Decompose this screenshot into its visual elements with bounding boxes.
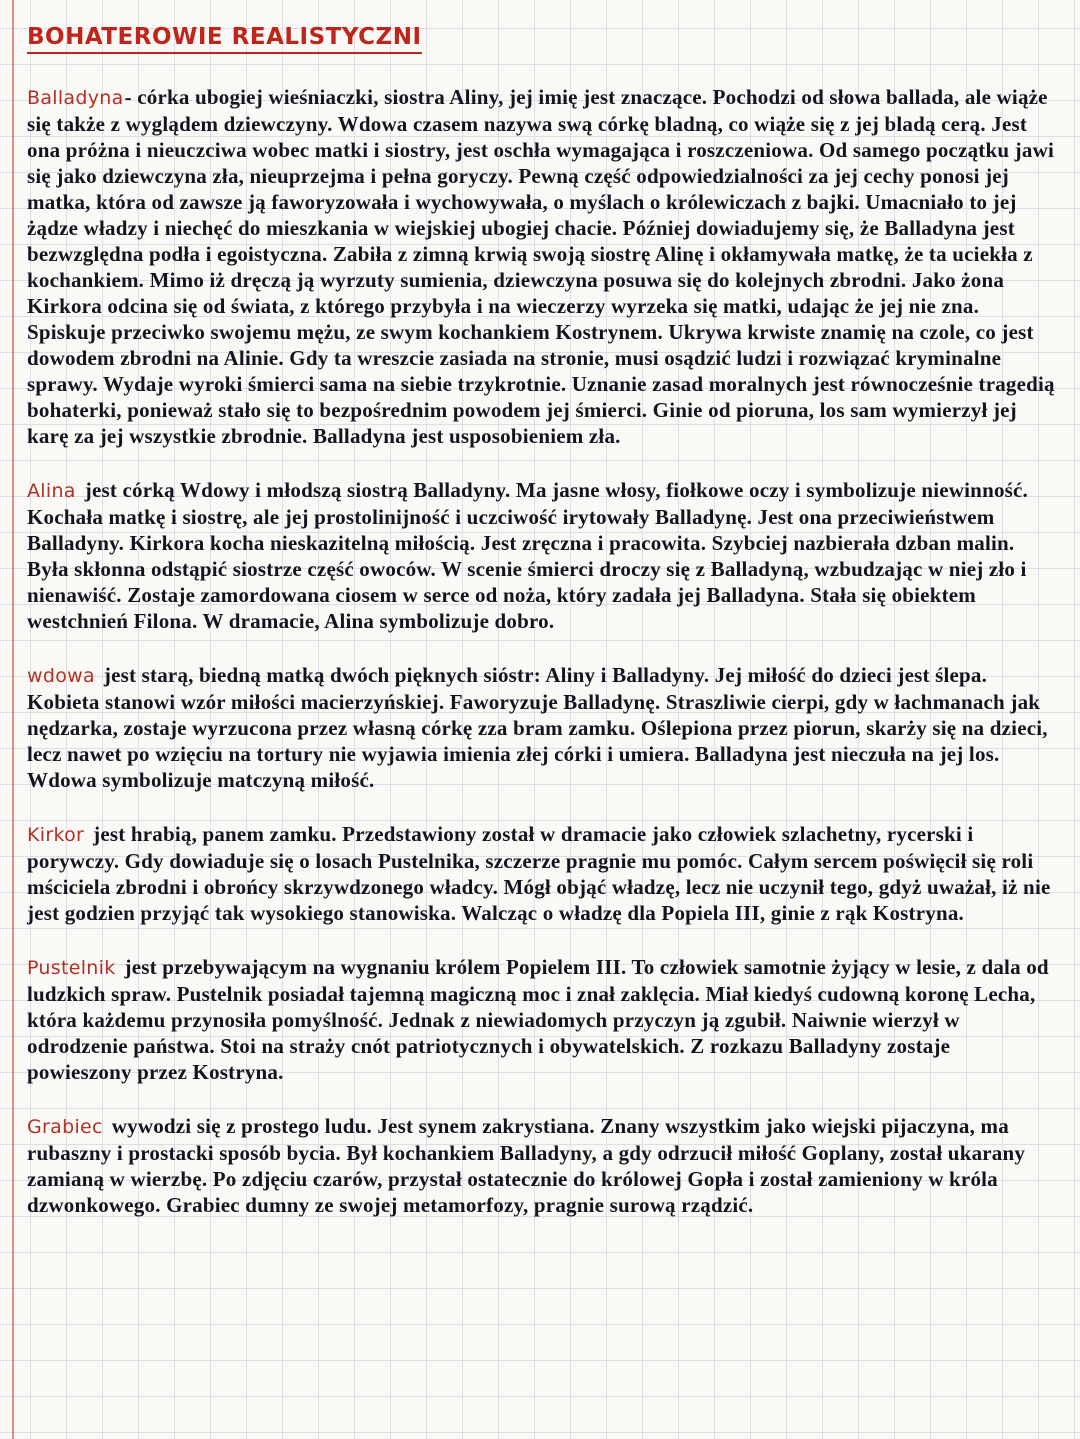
- section-kirkor: [27, 821, 1056, 926]
- section-balladyna: [27, 84, 1056, 449]
- section-pustelnik: [27, 954, 1056, 1085]
- character-name-pustelnik: Pustelnik: [27, 957, 116, 980]
- character-name-kirkor: Kirkor: [27, 824, 85, 847]
- section-body-balladyna: - córka ubogiej wieśniaczki, siostra Aliny, jej imię jest znaczące. Pochodzi od słowa ballada, ale wiąże się także z wyglądem dziewczyny. Wdowa czasem nazywa swą córkę bladną, co wiąże się z jej bladą cerą. Jest ona próżna i nieuczciwa wobec matki i siostry, jest oschła wymagająca i roszczeniowa. Od samego początku jawi się jako dziewczyna zła, nieuprzejma i pełna goryczy. Pewną część odpowiedzialności za jej cechy ponosi jej matka, która od zawsze ją faworyzowała i wychowywała, o myślach o królewiczach z bajki. Umacniało to jej żądze władzy i niechęć do mieszkania w wiejskiej ubogiej chacie. Później dowiadujemy się, że Balladyna jest bezwzględna podła i egoistyczna. Zabiła z zimną krwią swoją siostrę Alinę i okłamywała matkę, że ta uciekła z kochankiem. Mimo iż dręczą ją wyrzuty sumienia, dziewczyna posuwa się do kolejnych zbrodni. Jako żona Kirkora odcina się od świata, z którego przybyła i na wieczerzy wyrzeka się matki, udając że jej nie zna. Spiskuje przeciwko swojemu mężu, ze swym kochankiem Kostrynem. Ukrywa krwiste znamię na czole, co jest dowodem zbrodni na Alinie. Gdy ta wreszcie zasiada na stronie, musi osądzić ludzi i rozwiązać kryminalne sprawy. Wydaje wyroki śmierci sama na siebie trzykrotnie. Uznanie zasad moralnych jest równocześnie tragedią bohaterki, ponieważ stało się to bezpośrednim powodem jej śmierci. Ginie od pioruna, los sam wymierzył jej karę za jej wszystkie zbrodnie. Balladyna jest usposobieniem zła.: [27, 85, 1055, 449]
- section-wdowa: [27, 662, 1056, 793]
- title-row: [27, 24, 1056, 84]
- page-title: BOHATEROWIE REALISTYCZNI: [27, 24, 422, 54]
- character-name-alina: Alina: [27, 480, 76, 503]
- section-grabiec: [27, 1113, 1056, 1218]
- section-body-grabiec: wywodzi się z prostego ludu. Jest synem zakrystiana. Znany wszystkim jako wiejski pijaczyna, ma rubaszny i prostacki sposób bycia. Był kochankiem Balladyny, a gdy odrzucił miłość Goplany, został ukarany zamianą w wierzbę. Po zdjęciu czarów, przystał ostatecznie do królowej Gopła i został zamieniony w króla dzwonkowego. Grabiec dumny ze swojej metamorfozy, pragnie surową rządzić.: [27, 1114, 1026, 1218]
- character-name-balladyna: Balladyna: [27, 87, 124, 110]
- section-body-kirkor: jest hrabią, panem zamku. Przedstawiony został w dramacie jako człowiek szlachetny, rycerski i porywczy. Gdy dowiaduje się o losach Pustelnika, szczerze pragnie mu pomóc. Całym sercem poświęcił się roli mściciela zbrodni i obrońcy skrzywdzonego władcy. Mógł objąć władzę, lecz nie uczynił tego, gdyż uważał, iż nie jest godzien przyjąć tak wysokiego stanowiska. Walcząc o władzę dla Popiela III, ginie z rąk Kostryna.: [27, 822, 1051, 926]
- character-name-wdowa: wdowa: [27, 665, 95, 688]
- section-body-alina: jest córką Wdowy i młodszą siostrą Balladyny. Ma jasne włosy, fiołkowe oczy i symbolizuje niewinność. Kochała matkę i siostrę, ale jej prostolinijność i uczciwość irytowały Balladynę. Jest ona przeciwieństwem Balladyny. Kirkora kocha nieskazitelną miłością. Jest zręczna i pracowita. Szybciej nazbierała dzban malin. Była skłonna odstąpić siostrze część owoców. W scenie śmierci droczy się z Balladyną, wzbudzając w niej zło i nienawiść. Zostaje zamordowana ciosem w serce od noża, który zadała jej Balladyna. Stała się obiektem westchnień Filona. W dramacie, Alina symbolizuje dobro.: [27, 478, 1028, 634]
- section-alina: [27, 477, 1056, 634]
- notebook-margin-line: [12, 0, 14, 1439]
- section-body-wdowa: jest starą, biedną matką dwóch pięknych sióstr: Aliny i Balladyny. Jej miłość do dzieci jest ślepa. Kobieta stanowi wzór miłości macierzyńskiej. Faworyzuje Balladynę. Straszliwie cierpi, gdy w łachmanach jak nędzarka, zostaje wyrzucona przez własną córkę zza bram zamku. Oślepiona przez piorun, skarży się na dzieci, lecz nawet po wzięciu na tortury nie wyjawia imienia złej córki i umiera. Balladyna jest nieczuła na jej los. Wdowa symbolizuje matczyną miłość.: [27, 663, 1048, 793]
- section-body-pustelnik: jest przebywającym na wygnaniu królem Popielem III. To człowiek samotnie żyjący w lesie, z dala od ludzkich spraw. Pustelnik posiadał tajemną magiczną moc i znał zaklęcia. Miał kiedyś cudowną koronę Lecha, która każdemu przynosiła pomyślność. Jednak z niewiadomych przyczyn ją zgubił. Naiwnie wierzył w odrodzenie państwa. Stoi na straży cnót patriotycznych i obywatelskich. Z rozkazu Balladyny zostaje powieszony przez Kostryna.: [27, 955, 1049, 1085]
- character-name-grabiec: Grabiec: [27, 1116, 103, 1139]
